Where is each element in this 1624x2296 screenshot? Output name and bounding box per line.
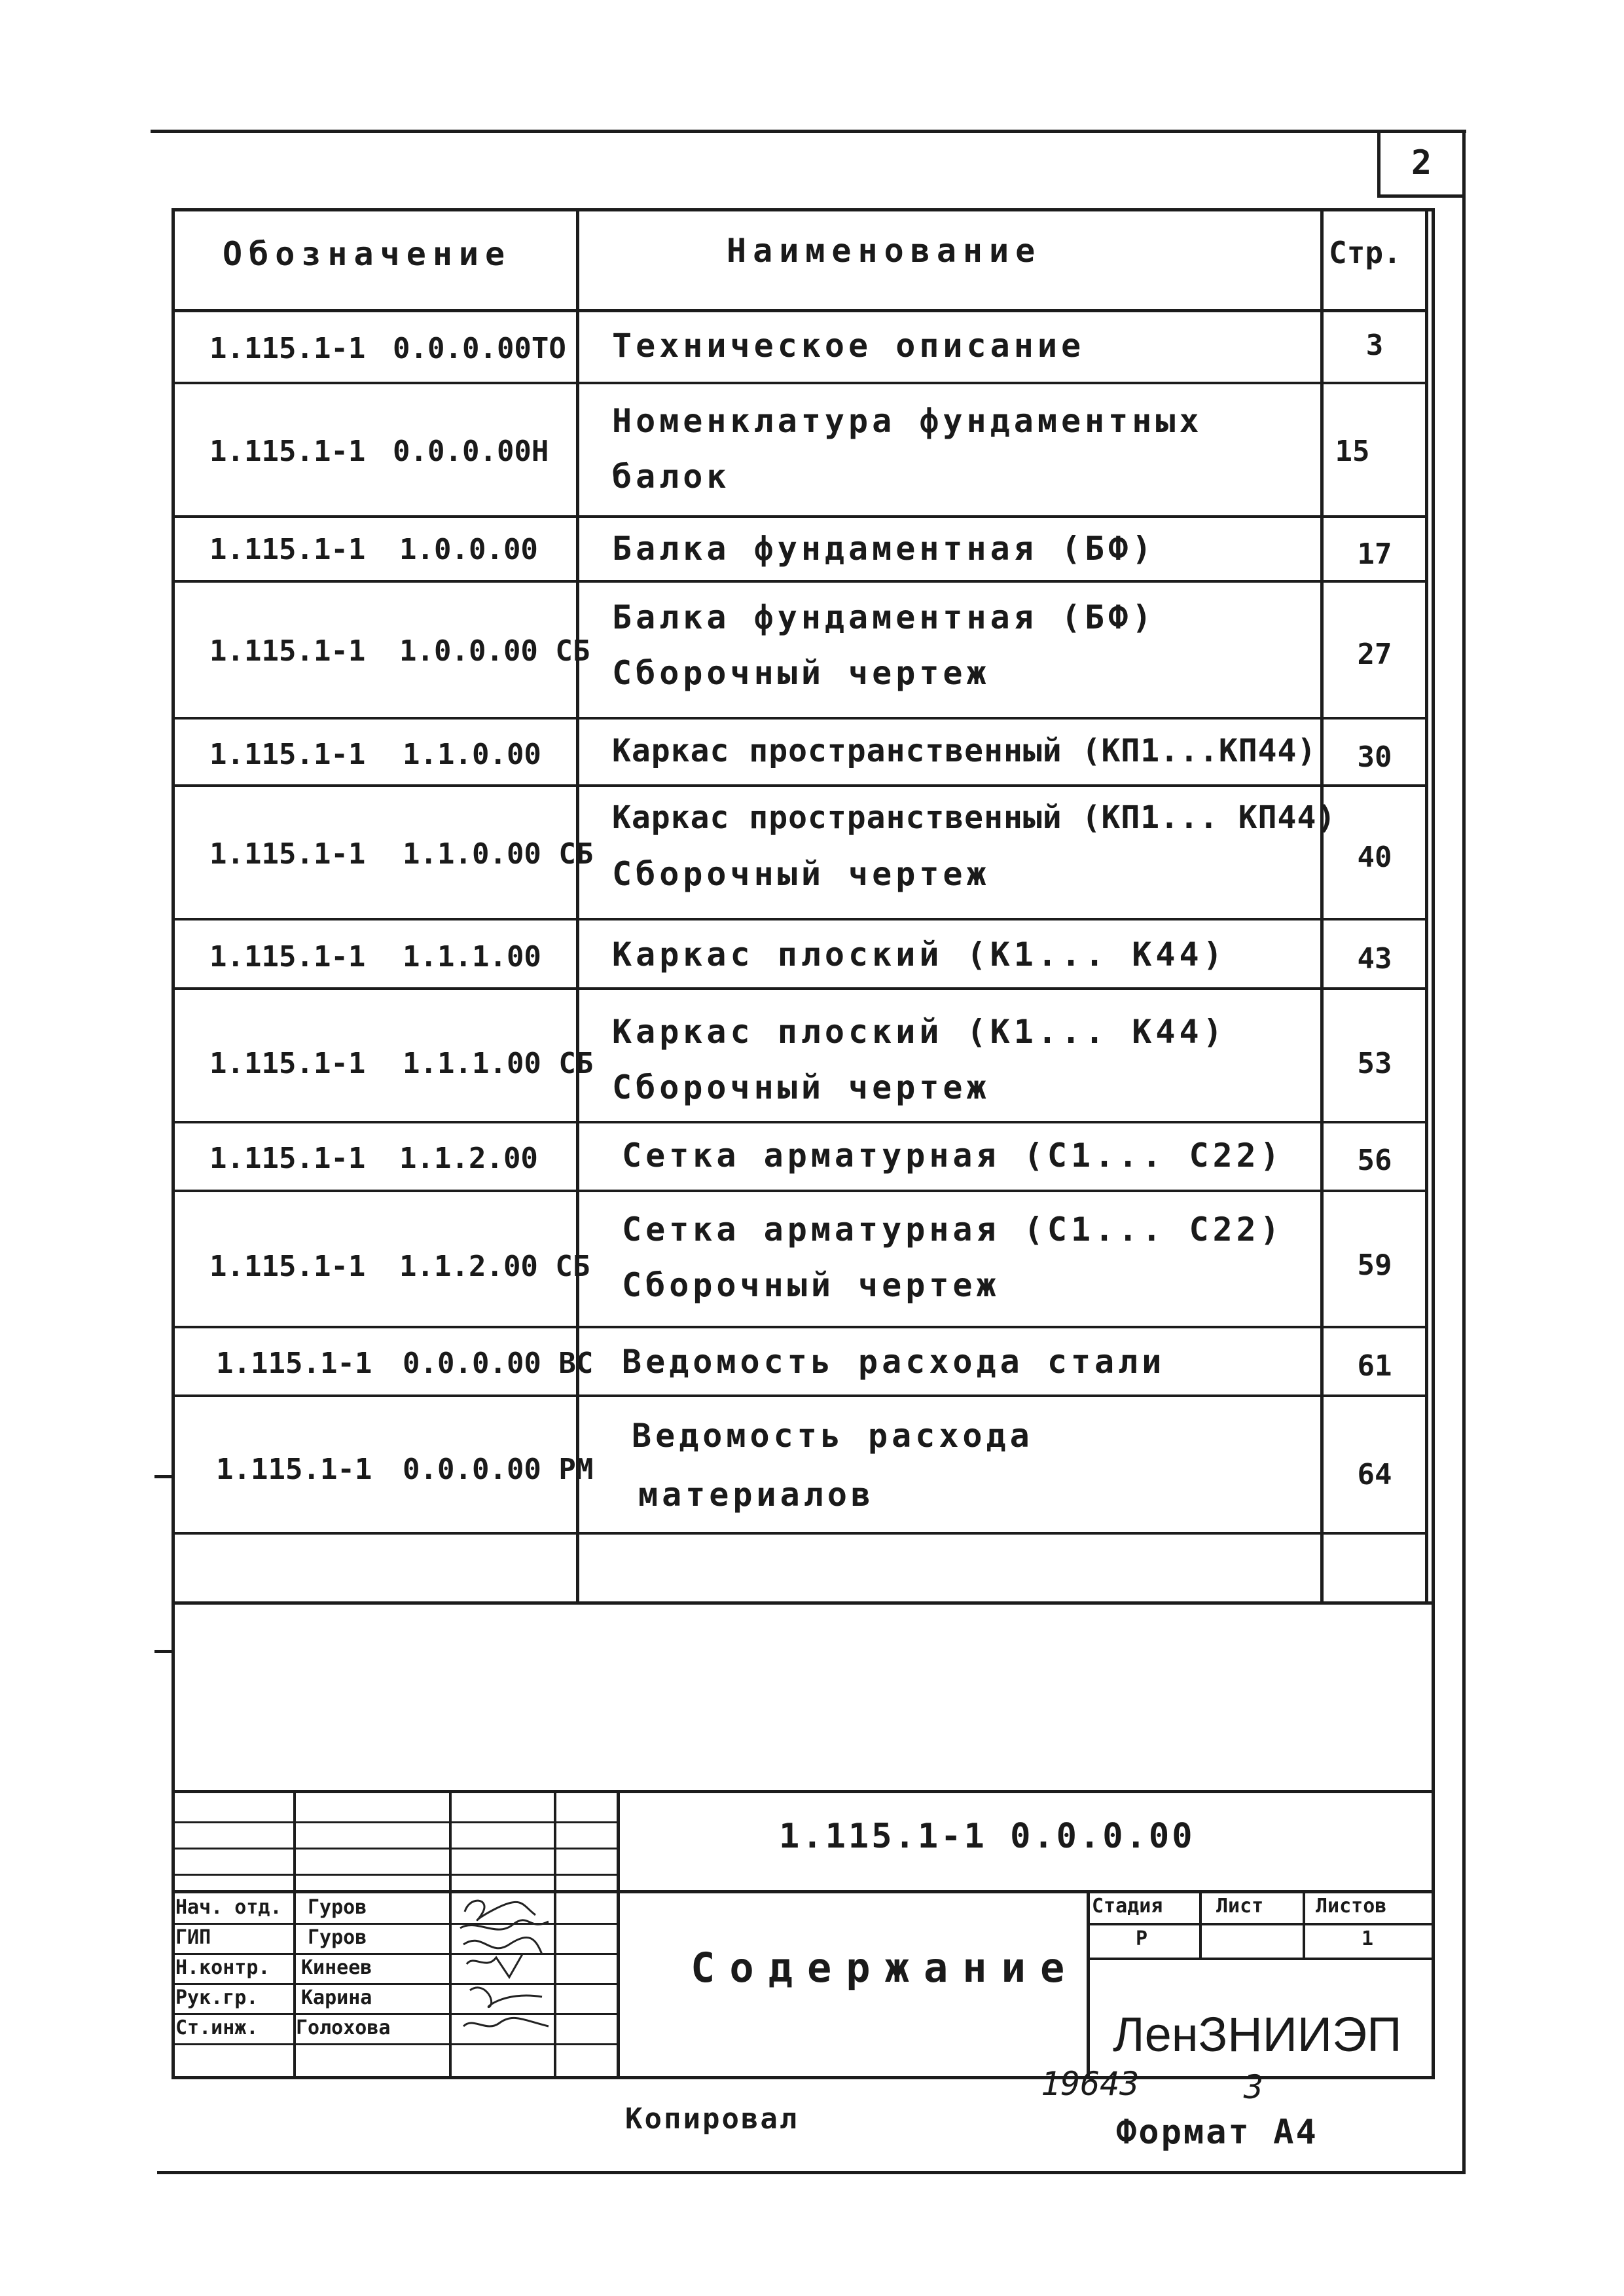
titleblock-col [617,1790,620,2079]
row-suffix: 1.1.0.00 [403,738,541,771]
row-name: Каркас плоский (К1... К44) [612,936,1227,974]
titleblock-row [171,1848,617,1850]
row-sep [171,717,1428,720]
header-name: Наименование [727,232,1042,270]
row-suffix: 0.0.0.00Н [393,435,549,468]
row-code: 1.115.1-1 [216,1453,372,1486]
frame-right [1462,130,1466,2172]
document-title: Содержание [691,1944,1079,1992]
titleblock-top [171,1790,1435,1793]
row-sep [171,515,1428,518]
person-name: Карина [301,1986,372,2009]
row-code: 1.115.1-1 [209,1250,366,1283]
sheets-value: 1 [1362,1927,1374,1950]
person-name: Гуров [308,1896,367,1919]
header-designation: Обозначение [223,235,512,273]
titleblock-stage-col [1303,1890,1305,1958]
titleblock-col [554,1790,556,2079]
sheet-label: Лист [1216,1895,1264,1918]
row-page: 17 [1357,538,1392,571]
row-sep [171,580,1428,583]
archive-suffix: 3 [1244,2068,1264,2106]
row-code: 1.115.1-1 [209,738,366,771]
row-sep [171,1601,1435,1605]
row-suffix: 0.0.0.00 ВС [403,1347,594,1380]
row-suffix: 1.1.2.00 СБ [399,1250,590,1283]
row-page: 59 [1357,1248,1392,1282]
sheet-number-box [1377,130,1462,198]
row-suffix: 1.0.0.00 СБ [399,634,590,668]
row-page: 30 [1357,740,1392,774]
row-code: 1.115.1-1 [209,435,366,468]
row-sep [171,1326,1428,1328]
margin-tick [154,1650,173,1653]
signatures [450,1892,554,2047]
row-sep [171,1121,1428,1123]
row-name: Каркас пространственный (КП1... КП44) [612,799,1337,836]
role-label: Ст.инж. [175,2016,259,2039]
titleblock-stage-row [1087,1923,1435,1925]
row-code: 1.115.1-1 [209,940,366,974]
row-suffix: 1.1.2.00 [399,1142,538,1175]
row-name: Каркас плоский (К1... К44) [612,1013,1227,1051]
archive-number: 19643 [1041,2065,1140,2103]
row-sep [171,1532,1428,1535]
titleblock-stage-col [1199,1890,1202,1958]
row-name: Каркас пространственный (КП1...КП44) [612,733,1317,769]
row-name: Ведомость расхода [632,1417,1034,1455]
titleblock-sep [171,1890,1435,1893]
format-label: Формат А4 [1116,2113,1318,2152]
header-separator [171,309,1428,312]
row-name-line2: материалов [638,1476,875,1514]
stage-label: Стадия [1092,1895,1163,1918]
row-name: Ведомость расхода стали [622,1343,1166,1381]
titleblock-row [171,1874,617,1876]
row-sep [171,987,1428,990]
row-code: 1.115.1-1 [209,332,366,365]
row-name-line2: Сборочный чертеж [612,654,990,692]
row-name: Балка фундаментная (БФ) [612,530,1156,568]
row-suffix: 1.1.0.00 СБ [403,837,594,871]
organization: ЛенЗНИИЭП [1113,2007,1402,2062]
person-name: Кинеев [301,1956,372,1979]
row-page: 27 [1357,638,1392,671]
row-name-line2: Сборочный чертеж [622,1266,1000,1304]
row-sep [171,784,1428,787]
row-name: Номенклатура фундаментных [612,402,1203,440]
person-name: Голохова [296,2016,391,2039]
row-code: 1.115.1-1 [209,533,366,566]
row-page: 53 [1357,1047,1392,1080]
row-page: 40 [1357,841,1392,874]
row-page: 56 [1357,1144,1392,1177]
row-name: Балка фундаментная (БФ) [612,598,1156,636]
row-suffix: 0.0.0.00ТО [393,332,566,365]
row-page: 64 [1357,1458,1392,1491]
row-name: Сетка арматурная (С1... С22) [622,1137,1284,1175]
row-suffix: 0.0.0.00 РМ [403,1453,594,1486]
copied-by-label: Копировал [625,2102,799,2136]
row-sep [171,918,1428,920]
row-sep [171,1190,1428,1192]
header-page: Стр. [1329,235,1401,270]
row-code: 1.115.1-1 [209,1142,366,1175]
row-page: 15 [1335,435,1370,468]
document-code: 1.115.1-1 0.0.0.00 [779,1817,1195,1856]
titleblock-row [171,1821,617,1823]
row-page: 3 [1365,329,1384,362]
stage-value: Р [1136,1927,1148,1950]
row-sep [171,382,1428,384]
row-name-line2: балок [612,458,731,496]
row-code: 1.115.1-1 [209,634,366,668]
row-name: Сетка арматурная (С1... С22) [622,1211,1284,1248]
row-name-line2: Сборочный чертеж [612,855,990,893]
role-label: Нач. отд. [175,1896,282,1919]
role-label: Рук.гр. [175,1986,259,2009]
frame-bottom [157,2171,1466,2174]
row-page: 61 [1357,1349,1392,1383]
sheets-label: Листов [1316,1895,1387,1918]
row-suffix: 1.1.1.00 СБ [403,1047,594,1080]
row-suffix: 1.1.1.00 [403,940,541,974]
row-sep [171,1394,1428,1397]
person-name: Гуров [308,1926,367,1949]
role-label: Н.контр. [175,1956,270,1979]
row-code: 1.115.1-1 [209,1047,366,1080]
row-name: Техническое описание [612,327,1085,365]
row-code: 1.115.1-1 [216,1347,372,1380]
sheet-number: 2 [1411,143,1432,183]
margin-tick [154,1475,173,1478]
row-code: 1.115.1-1 [209,837,366,871]
role-label: ГИП [175,1926,211,1949]
titleblock-stage-row [1087,1958,1435,1960]
row-name-line2: Сборочный чертеж [612,1068,990,1106]
row-page: 43 [1357,942,1392,975]
titleblock-stage-col [1087,1890,1090,2079]
frame-top [151,130,1466,133]
row-suffix: 1.0.0.00 [399,533,538,566]
